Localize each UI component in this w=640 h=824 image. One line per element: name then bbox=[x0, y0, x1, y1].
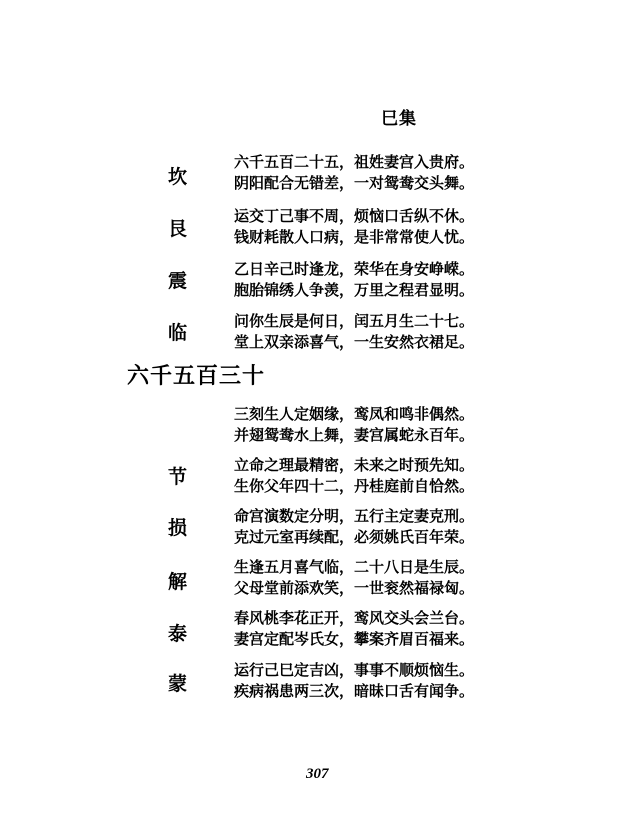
verse-line: 堂上双亲添喜气，一生安然衣裙足。 bbox=[234, 333, 475, 351]
verse-line: 克过元室再续配，必须姚氏百年荣。 bbox=[234, 528, 475, 546]
hexagram-label: 蒙 bbox=[168, 673, 188, 695]
verse-line: 春风桃李花正开，鸾风交头会兰台。 bbox=[234, 609, 475, 627]
verse-line: 立命之理最精密，未来之时预先知。 bbox=[234, 456, 475, 474]
hexagram-label: 泰 bbox=[168, 623, 188, 645]
page-header: 巳集 bbox=[381, 109, 417, 129]
verse-line: 生逢五月喜气临，二十八日是生辰。 bbox=[234, 558, 475, 576]
verse-line: 命宫演数定分明，五行主定妻克刑。 bbox=[234, 507, 475, 525]
hexagram-label: 损 bbox=[168, 517, 188, 539]
verse-line: 六千五百二十五，祖姓妻宫入贵府。 bbox=[234, 153, 475, 171]
hexagram-label: 震 bbox=[168, 270, 188, 292]
verse-line: 并翅鸳鸯水上舞，妻宫属蛇永百年。 bbox=[234, 426, 475, 444]
verse-line: 妻宫定配岑氏女，攀案齐眉百福来。 bbox=[234, 630, 475, 648]
hexagram-label: 节 bbox=[168, 466, 188, 488]
verse-line: 钱财耗散人口病，是非常常使人忧。 bbox=[234, 228, 475, 246]
hexagram-label: 临 bbox=[168, 322, 188, 344]
verse-line: 父母堂前添欢笑，一世衮然福禄匈。 bbox=[234, 579, 475, 597]
page-number: 307 bbox=[306, 766, 329, 782]
verse-line: 阴阳配合无错差，一对鸳鸯交头舞。 bbox=[234, 174, 475, 192]
verse-line: 运交丁己事不周，烦恼口舌纵不休。 bbox=[234, 207, 475, 225]
verse-line: 问你生辰是何日，闰五月生二十七。 bbox=[234, 312, 475, 330]
verse-line: 生你父年四十二，丹桂庭前自恰然。 bbox=[234, 477, 475, 495]
hexagram-label: 解 bbox=[168, 571, 188, 593]
section-title: 六千五百三十 bbox=[127, 363, 266, 389]
verse-line: 三刻生人定姻缘，鸾凤和鸣非偶然。 bbox=[234, 405, 475, 423]
verse-line: 乙日辛己时逢龙，荣华在身安峥嵘。 bbox=[234, 260, 475, 278]
verse-line: 运行己巳定吉凶，事事不顺烦恼生。 bbox=[234, 661, 475, 679]
verse-line: 胞胎锦绣人争羡，万里之程君显明。 bbox=[234, 281, 475, 299]
hexagram-label: 艮 bbox=[168, 218, 188, 240]
hexagram-label: 坎 bbox=[168, 166, 188, 188]
verse-line: 疾病祸患两三次，暗昧口舌有闻争。 bbox=[234, 682, 475, 700]
